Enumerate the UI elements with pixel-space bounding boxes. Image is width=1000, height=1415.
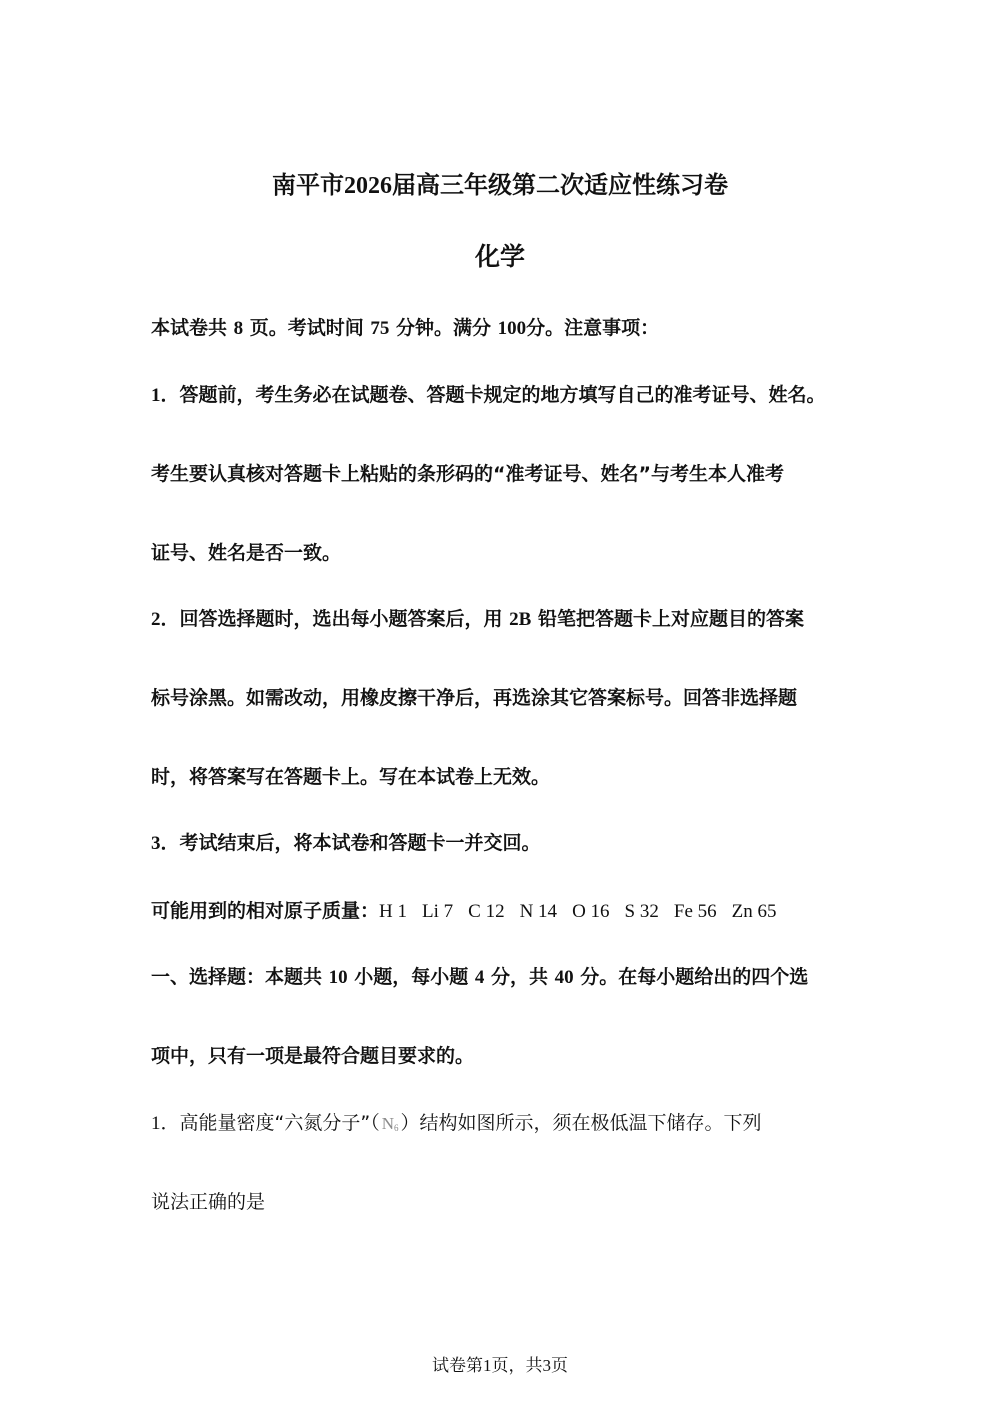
atomic-mass-item: Fe 56 (673, 901, 717, 922)
n6-formula (382, 1114, 399, 1133)
section-1-text-c: 分，共 (491, 966, 549, 988)
intro-minutes: 75 (370, 318, 390, 339)
section-1-text-d: 分。在每小题给出的四个选 (580, 966, 809, 988)
section-1-text-b: 小题，每小题 (354, 966, 469, 988)
atomic-mass-item: H 1 (379, 901, 407, 922)
question-1-text-a: 高能量密度“六氮分子”（ (179, 1112, 380, 1134)
note-item-3-text: 考试结束后，将本试卷和答题卡一并交回。 (179, 832, 541, 854)
note-item-2-text-b: 铅笔把答题卡上对应题目的答案 (537, 608, 804, 630)
note-item-1-line-2: 考生要认真核对答题卡上粘贴的条形码的“准考证号、姓名”与考生本人准考 (151, 463, 784, 485)
title-year: 2026 (344, 173, 392, 199)
question-1-text-b: ）结构如图所示，须在极低温下储存。下列 (400, 1112, 762, 1134)
section-1-points-total: 40 (554, 967, 574, 988)
intro-pages: 8 (233, 318, 244, 339)
question-1-number: 1． (151, 1113, 180, 1134)
footer-total-pages: 3 (542, 1356, 551, 1375)
section-1-text-a: 一、选择题：本题共 (151, 966, 323, 988)
exam-title (0, 168, 1000, 203)
note-item-2-line-3: 时，将答案写在答题卡上。写在本试卷上无效。 (151, 766, 551, 788)
footer-text-a: 试卷第 (432, 1356, 483, 1376)
atomic-mass-item: C 12 (468, 901, 505, 922)
footer-text-b: 页，共 (491, 1356, 543, 1376)
question-1-line-1 (151, 1110, 762, 1141)
note-item-1-text-1: 答题前，考生务必在试题卷、答题卡规定的地方填写自己的准考证号、姓名。 (179, 384, 826, 406)
exam-intro (151, 315, 659, 342)
note-item-2-number: 2． (151, 609, 180, 630)
footer-page-number: 1 (483, 1356, 492, 1375)
atomic-masses-label: 可能用到的相对原子质量： (151, 900, 380, 922)
subject-title: 化学 (474, 242, 525, 271)
formula-symbol: N (381, 1114, 394, 1133)
atomic-mass-item: S 32 (624, 901, 659, 922)
note-item-2-line-2: 标号涂黑。如需改动，用橡皮擦干净后，再选涂其它答案标号。回答非选择题 (151, 687, 798, 709)
atomic-mass-item: N 14 (519, 901, 558, 922)
title-prefix: 南平市 (272, 171, 344, 199)
intro-score: 100 (497, 318, 527, 339)
atomic-mass-item: O 16 (572, 901, 610, 922)
question-1-line-2: 说法正确的是 (151, 1191, 266, 1213)
intro-text-a: 本试卷共 (151, 317, 228, 339)
atomic-mass-item: Zn 65 (731, 901, 777, 922)
note-item-1-line-1 (151, 382, 826, 409)
note-item-2-line-1 (151, 606, 804, 633)
pencil-type: 2B (509, 609, 532, 630)
section-1-heading-line-1 (151, 964, 808, 991)
note-item-1-line-3: 证号、姓名是否一致。 (151, 542, 342, 564)
intro-text-d: 分。注意事项： (526, 317, 660, 339)
atomic-masses-line (151, 898, 791, 925)
atomic-mass-item: Li 7 (422, 901, 454, 922)
title-suffix: 届高三年级第二次适应性练习卷 (392, 171, 728, 199)
section-1-points-each: 4 (474, 967, 485, 988)
intro-text-b: 页。考试时间 (249, 317, 364, 339)
section-1-question-count: 10 (328, 967, 348, 988)
intro-text-c: 分钟。满分 (396, 317, 492, 339)
note-item-3-line-1 (151, 830, 541, 857)
note-item-2-text-a: 回答选择题时，选出每小题答案后，用 (179, 608, 503, 630)
section-1-heading-line-2: 项中，只有一项是最符合题目要求的。 (151, 1045, 475, 1067)
footer-text-c: 页 (551, 1356, 568, 1376)
page-footer (0, 1354, 1000, 1378)
note-item-1-number: 1． (151, 385, 180, 406)
formula-subscript: 6 (393, 1123, 399, 1133)
note-item-3-number: 3． (151, 833, 180, 854)
